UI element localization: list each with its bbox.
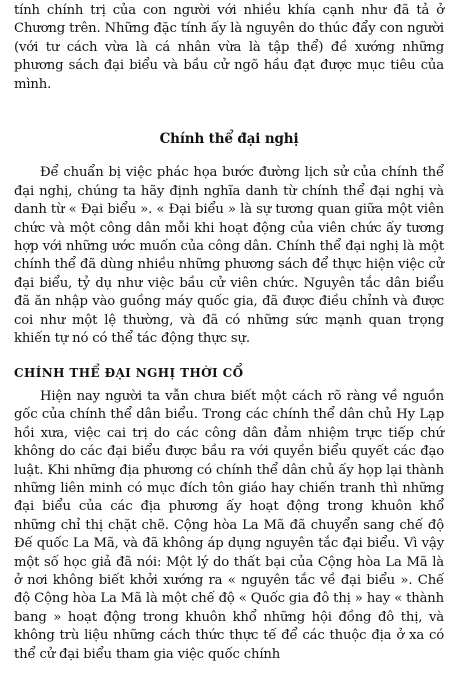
subsection-heading: CHÍNH THỂ ĐẠI NGHỊ THỜI CỔ (14, 365, 244, 380)
spacer (14, 349, 444, 364)
spacer (14, 94, 444, 130)
section-heading: Chính thể đại nghị (159, 131, 299, 148)
subsection-paragraph: Hiện nay người ta vẫn chưa biết một cách rõ ràng về nguồn gốc của chính thể dân biểu. Trong các chính thể dân chủ Hy Lạp hồi xưa, việc cai trị do các công dân đảm nhiệm trực tiếp chứ không do các đại biểu được bầu ra với quyền biểu quyết các đạo luật. Khi những địa phương có chính thể dân chủ ấy họp lại thành những liên minh có mục đích tôn giáo hay chiến tranh thì những đại biểu của các địa phương ấy hoạt động trong khuôn khổ những chỉ thị chặt chẽ. Cộng hòa La Mã đã chuyển sang chế độ Đế quốc La Mã, và đã không áp dụng nguyên tắc đại biểu. Vì vậy một số học giả đã nói: Một lý do thất bại của Cộng hòa La Mã là ở nơi không biết khởi xướng ra « nguyên tắc về đại biểu ». Chế độ Cộng hòa La Mã là một chế độ « Quốc gia đô thị » hay « thành bang » hoạt động trong khuôn khổ những hội đồng đô thị, và không trù liệu những cách thức thực tế để các thuộc địa ở xa có thể cử đại biểu tham gia việc quốc chính (14, 388, 444, 662)
intro-paragraph: tính chính trị của con người với nhiều khía cạnh như đã tả ở Chương trên. Những đặc tính ấy là nguyên do thúc đẩy con người (với tư cách vừa là cá nhân vừa là tập thể) đề xướng những phương sách đại biểu và bầu cử ngõ hầu đạt được mục tiêu của mình. (14, 3, 444, 92)
section-paragraph: Để chuẩn bị việc phác họa bước đường lịch sử của chính thể đại nghị, chúng ta hãy định nghĩa danh từ chính thể đại nghị và danh từ « Đại biểu ». « Đại biểu » là sự tương quan giữa một viên chức và một công dân mỗi khi hoạt động của viên chức ấy tương hợp với những ước muốn của công dân. Chính thể đại nghị là một chính thể đã dùng nhiều những phương sách để thực hiện việc cử đại biểu, tỷ dụ như việc bầu cử viên chức. Nguyên tắc dân biểu đã ăn nhập vào guồng máy quốc gia, đã được điều chỉnh và được coi như một lệ thường, và đã có những sức mạnh quan trọng khiến tự nó có thể tác động thực sự. (14, 165, 444, 347)
